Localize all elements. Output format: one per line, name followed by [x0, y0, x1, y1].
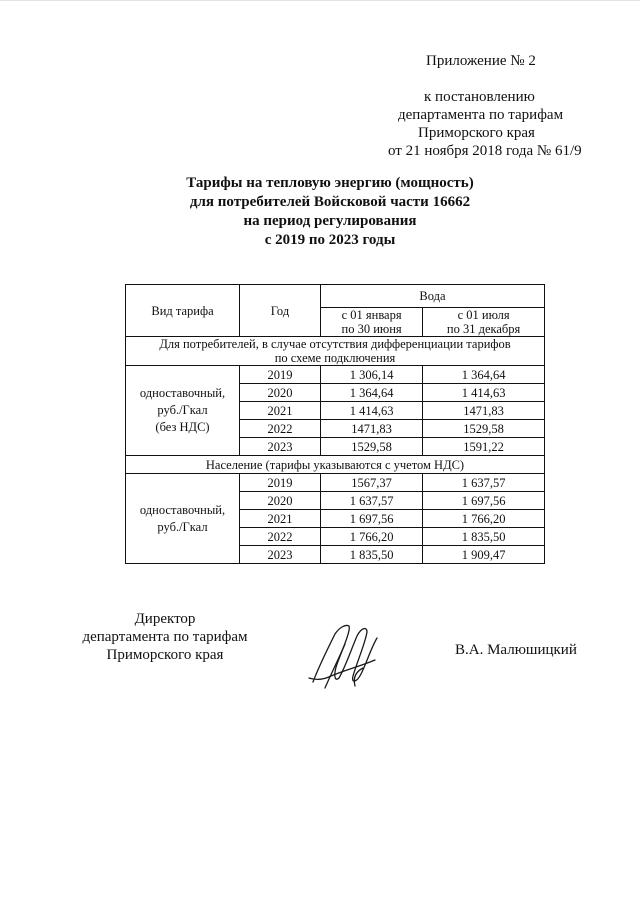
tariff-h1-cell: 1 697,56 [321, 510, 423, 528]
header-period-2 [423, 308, 545, 337]
signatory-position [60, 610, 270, 664]
signatory-position-line-3: Приморского края [106, 647, 224, 663]
tariff-h2-cell: 1 637,57 [423, 474, 545, 492]
group-2-rate-line-2: руб./Гкал [157, 519, 208, 534]
tariff-h2-cell: 1 364,64 [423, 366, 545, 384]
year-cell: 2022 [240, 528, 321, 546]
group-1-rate-line-3: (без НДС) [155, 420, 210, 434]
tariff-h1-cell: 1 637,57 [321, 492, 423, 510]
handwritten-signature [305, 620, 385, 695]
year-cell: 2020 [240, 384, 321, 402]
group-1-rate-line-1: одноставочный, [139, 386, 226, 400]
header-period-1-line-2: по 30 июня [341, 322, 402, 336]
tariff-h2-cell: 1529,58 [423, 420, 545, 438]
header-period-1-line-1: с 01 января [341, 308, 402, 322]
header-year: Год [240, 285, 321, 337]
tariff-h1-cell: 1 306,14 [321, 366, 423, 384]
signatory-name: В.А. Малюшицкий [455, 642, 577, 658]
header-period-1 [321, 308, 423, 337]
group-1-rate-type [126, 366, 240, 456]
scan-edge [0, 0, 640, 1]
table-row [126, 366, 545, 384]
tariff-h2-cell: 1 766,20 [423, 510, 545, 528]
appendix-number: Приложение № 2 [426, 53, 536, 69]
year-cell: 2019 [240, 366, 321, 384]
title-line-2: для потребителей Войсковой части 16662 [189, 194, 471, 210]
tariff-h2-cell: 1 697,56 [423, 492, 545, 510]
tariff-h1-cell: 1471,83 [321, 420, 423, 438]
document-title [120, 174, 540, 250]
tariff-h2-cell: 1471,83 [423, 402, 545, 420]
header-period-2-line-1: с 01 июля [457, 308, 510, 322]
header-period-2-line-2: по 31 декабря [446, 322, 521, 336]
year-cell: 2021 [240, 402, 321, 420]
title-line-3: на период регулирования [243, 213, 417, 229]
tariff-h1-cell: 1 766,20 [321, 528, 423, 546]
year-cell: 2019 [240, 474, 321, 492]
group-2-rate-line-1: одноставочный, [139, 502, 226, 517]
tariff-h2-cell: 1591,22 [423, 438, 545, 456]
tariff-h2-cell: 1 835,50 [423, 528, 545, 546]
tariff-h1-cell: 1 364,64 [321, 384, 423, 402]
tariff-table [125, 284, 545, 564]
group-2-rate-type [126, 474, 240, 564]
year-cell: 2021 [240, 510, 321, 528]
tariff-h1-cell: 1567,37 [321, 474, 423, 492]
year-cell: 2020 [240, 492, 321, 510]
appendix-department: департамента по тарифам [398, 107, 564, 123]
header-rate-type: Вид тарифа [126, 285, 240, 337]
tariff-h1-cell: 1529,58 [321, 438, 423, 456]
tariff-h1-cell: 1 835,50 [321, 546, 423, 564]
group-1-rate-line-2: руб./Гкал [157, 403, 208, 417]
group-2-title: Население (тарифы указываются с учетом НДС) [126, 456, 545, 474]
tariff-h2-cell: 1 414,63 [423, 384, 545, 402]
group-1-title [126, 337, 545, 366]
signatory-position-line-2: департамента по тарифам [82, 629, 248, 645]
year-cell: 2023 [240, 438, 321, 456]
tariff-h1-cell: 1 414,63 [321, 402, 423, 420]
tariff-h2-cell: 1 909,47 [423, 546, 545, 564]
table-row [126, 474, 545, 492]
year-cell: 2023 [240, 546, 321, 564]
group-1-title-line-2: по схеме подключения [274, 351, 396, 365]
appendix-date: от 21 ноября 2018 года № 61/9 [388, 143, 582, 159]
group-1-title-line-1: Для потребителей, в случае отсутствия дифференциации тарифов [159, 337, 511, 351]
header-water: Вода [321, 285, 545, 308]
title-line-4: с 2019 по 2023 годы [264, 232, 396, 248]
signatory-position-line-1: Директор [134, 611, 196, 627]
appendix-to: к постановлению [424, 89, 535, 105]
year-cell: 2022 [240, 420, 321, 438]
title-line-1: Тарифы на тепловую энергию (мощность) [186, 175, 474, 191]
appendix-region: Приморского края [418, 125, 535, 141]
